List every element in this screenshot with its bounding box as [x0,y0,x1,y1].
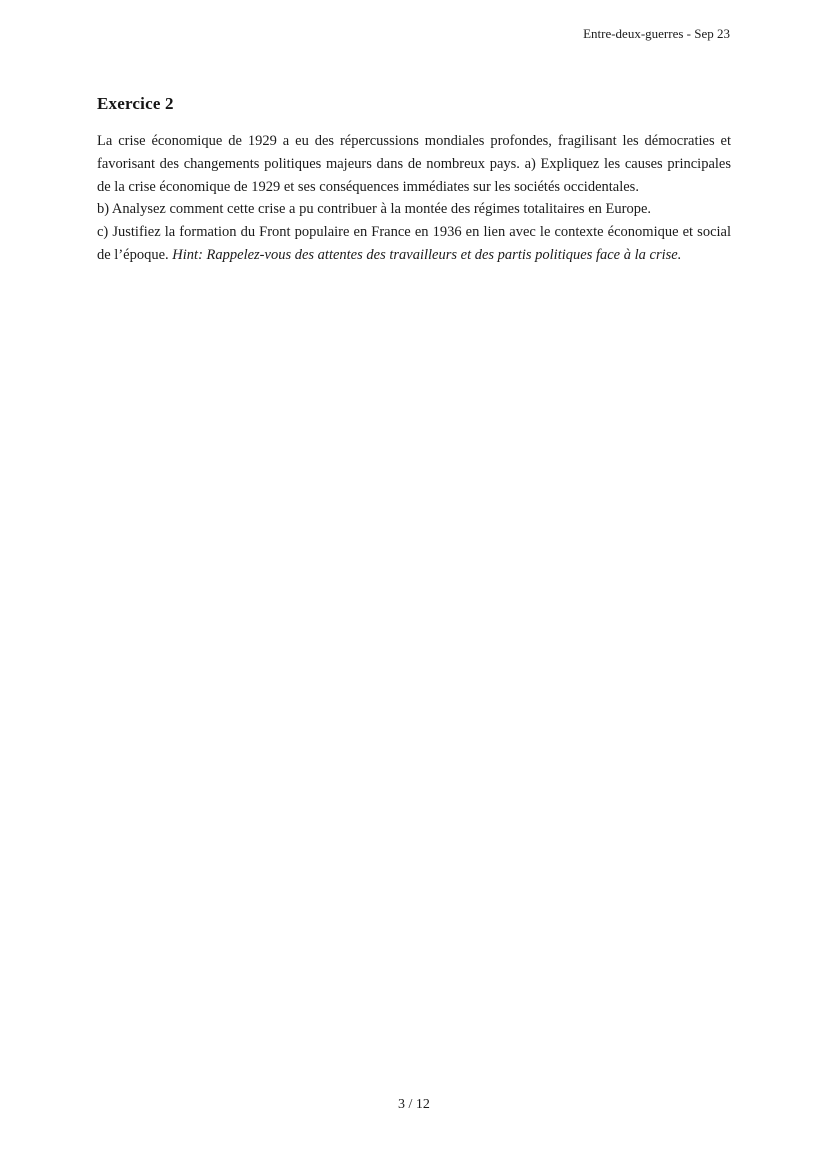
exercise-part-b: b) Analysez comment cette crise a pu contribuer à la montée des régimes totalitaires en Europe. [97,201,652,218]
exercise-intro-and-part-a: La crise économique de 1929 a eu des répercussions mondiales profondes, fragilisant les démocraties et favorisant des changements politiques majeurs dans de nombreux pays. a) Expliquez les causes principales de la crise économique de 1929 et ses conséquences immédiates sur les sociétés occidentales. [97,133,731,195]
running-header: Entre-deux-guerres - Sep 23 [583,26,730,41]
page-number: 3 / 12 [398,1097,430,1112]
exercise-body [97,130,731,267]
exercise-part-c: c) Justifiez la formation du Front populaire en France en 1936 en lien avec le contexte économique et social de l’époque. [97,224,731,263]
exercise-title: Exercice 2 [97,94,174,113]
exercise-hint: Hint: Rappelez-vous des attentes des travailleurs et des partis politiques face à la crise. [172,246,682,263]
